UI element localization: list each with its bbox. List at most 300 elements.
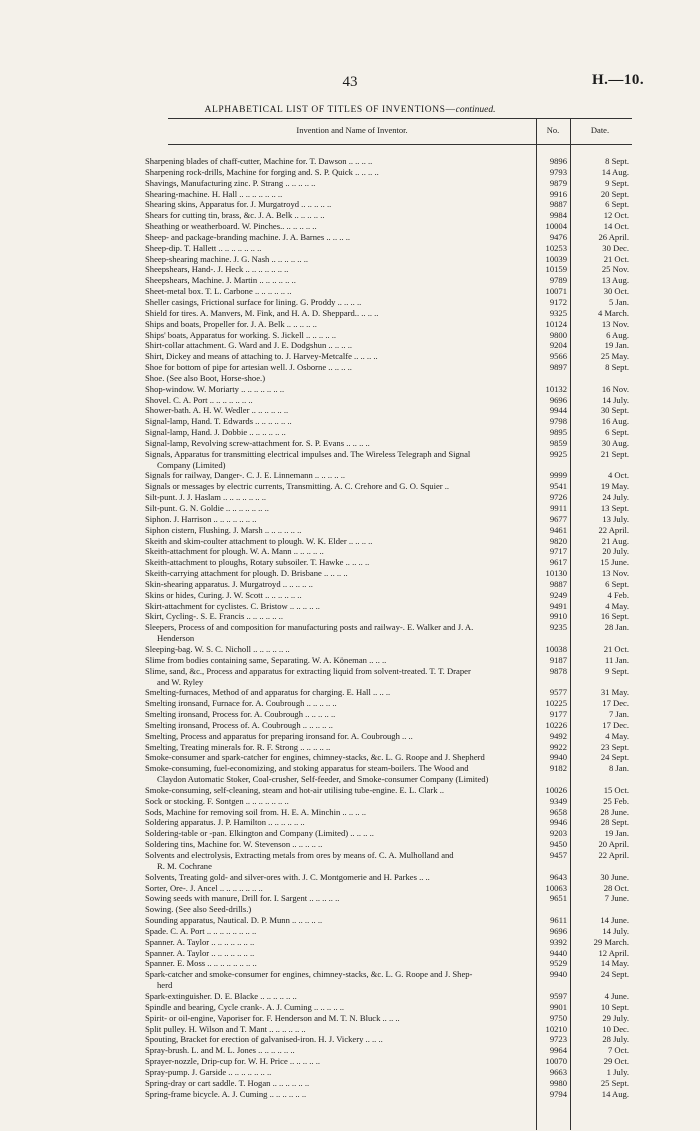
invention-date: 7 June.: [604, 893, 629, 904]
invention-title: Smelting ironsand, Process for. A. Coubrough .. .. .. .. ..: [145, 709, 336, 720]
invention-number: 9922: [549, 741, 567, 752]
table-row: [145, 221, 635, 232]
table-row: [145, 622, 635, 633]
invention-title: Sheep-shearing machine. J. G. Nash .. .. .. .. .. ..: [145, 253, 309, 264]
invention-date: 13 Sept.: [600, 503, 629, 513]
table-row: [145, 330, 635, 341]
table-row: [145, 807, 635, 818]
invention-date: 8 Sept.: [605, 362, 629, 373]
invention-title: Signal-lamp, Hand. J. Dobbie .. .. .. .. .. ..: [145, 427, 286, 438]
invention-number: 9249: [549, 589, 567, 600]
invention-date: 28 Sept.: [600, 817, 629, 828]
invention-number: 9476: [549, 231, 567, 242]
invention-title: Sheep-dip. T. Hallett .. .. .. .. .. .. ..: [145, 242, 262, 253]
invention-title: Smelting-furnaces, Method of and apparatus for charging. E. Hall .. .. ..: [145, 687, 391, 698]
invention-date: 31 May.: [600, 687, 629, 698]
invention-title: Spring-frame bicycle. A. J. Cuming .. .. .. .. .. ..: [145, 1088, 307, 1099]
invention-number: 9859: [549, 437, 567, 448]
table-row: [145, 243, 635, 254]
invention-title: Solvents and electrolysis, Extracting metals from ores by means of. C. A. Mulholland and: [145, 850, 454, 860]
invention-number: 9940: [549, 969, 567, 980]
invention-date: 10 Dec.: [602, 1023, 629, 1034]
table-row: [145, 731, 635, 742]
invention-title: R. M. Cochrane: [157, 860, 212, 871]
invention-date: 14 July.: [602, 394, 629, 405]
invention-title: Spanner. A. Taylor .. .. .. .. .. .. ..: [145, 936, 255, 947]
table-row: [145, 1002, 635, 1013]
invention-date: 4 Oct.: [607, 470, 629, 481]
table-row: [145, 720, 635, 731]
invention-title: Skeith and skim-coulter attachment to plough. W. K. Elder .. .. .. ..: [145, 535, 373, 546]
invention-date: 19 May.: [600, 481, 629, 492]
invention-date: 30 Oct.: [603, 286, 629, 297]
invention-number: 9597: [549, 990, 567, 1001]
invention-number: 9696: [549, 925, 567, 936]
invention-number: 9999: [549, 470, 567, 481]
table-row: [145, 601, 635, 612]
table-row: [145, 319, 635, 330]
invention-number: 10225: [545, 698, 567, 709]
invention-number: 9789: [549, 275, 567, 286]
invention-date: 13 July.: [602, 513, 629, 524]
invention-title: Sheepshears, Hand-. J. Heck .. .. .. .. .. .. ..: [145, 264, 289, 275]
invention-date: 28 Jan.: [604, 622, 629, 633]
invention-title: Sheller casings, Frictional surface for lining. G. Proddy .. .. .. ..: [145, 296, 362, 307]
table-row: [145, 796, 635, 807]
invention-date: 30 Dec.: [602, 242, 629, 253]
table-row: [145, 817, 635, 828]
invention-title: Spirit- or oil-engine, Vaporiser for. F. Henderson and M. T. N. Bluck .. .. ..: [145, 1012, 400, 1023]
list-title: [0, 105, 700, 115]
inventions-table: [145, 118, 644, 1130]
invention-title: Sprayer-nozzle, Drip-cup for. W. H. Price .. .. .. .. ..: [145, 1056, 320, 1067]
invention-date: 25 Feb.: [603, 795, 629, 806]
invention-title: Shearing-machine. H. Hall .. .. .. .. .. .. ..: [145, 188, 283, 199]
invention-date: 6 Sept.: [605, 199, 629, 210]
invention-number: 9677: [549, 513, 567, 524]
invention-number: 10039: [545, 253, 567, 264]
invention-date: 7 Jan.: [608, 709, 629, 720]
invention-number: 9887: [549, 199, 567, 210]
invention-date: 26 April.: [598, 231, 629, 242]
invention-title: Spindle and bearing, Cycle crank-. A. J. Cuming .. .. .. .. ..: [145, 1001, 345, 1012]
table-row: [145, 633, 635, 644]
column-header-date: Date.: [590, 125, 610, 135]
invention-title: Spark-extinguisher. D. E. Blacke .. .. .. .. .. ..: [145, 990, 297, 1001]
invention-number: 10210: [545, 1023, 567, 1034]
invention-title: Ships and boats, Propeller for. J. A. Belk .. .. .. .. ..: [145, 318, 317, 329]
invention-number: 9901: [549, 1001, 567, 1012]
table-row: [145, 1078, 635, 1089]
table-row: [145, 340, 635, 351]
invention-date: 14 May.: [600, 958, 629, 969]
invention-number: 9349: [549, 795, 567, 806]
invention-title: Silt-punt. G. N. Goldie .. .. .. .. .. .. ..: [145, 503, 269, 513]
invention-date: 24 Sept.: [600, 752, 629, 763]
invention-title: Spray-brush. L. and M. L. Jones .. .. .. .. .. ..: [145, 1045, 295, 1056]
table-row: [145, 1034, 635, 1045]
invention-title: Spanner. E. Moss .. .. .. .. .. .. .. ..: [145, 958, 257, 969]
table-row: [145, 210, 635, 221]
invention-number: 10253: [545, 242, 567, 253]
invention-date: 13 Nov.: [601, 318, 629, 329]
invention-title: Skins or hides, Curing. J. W. Scott .. .. .. .. .. ..: [145, 589, 302, 600]
invention-number: 9910: [549, 611, 567, 622]
table-row: [145, 362, 635, 373]
invention-title: Solvents, Treating gold- and silver-ores with. J. C. Montgomerie and H. Parkes .. ..: [145, 871, 430, 882]
invention-number: 9203: [549, 828, 567, 839]
invention-number: 9887: [549, 578, 567, 589]
invention-title: Skirt, Cycling-. S. E. Francis .. .. .. .. .. ..: [145, 611, 283, 622]
table-row: [145, 742, 635, 753]
invention-number: 9897: [549, 362, 567, 373]
invention-title: Shearing skins, Apparatus for. J. Murgatroyd .. .. .. .. ..: [145, 199, 332, 210]
invention-title: Signals for railway, Danger-. C. J. E. Linnemann .. .. .. .. ..: [145, 470, 345, 481]
invention-date: 21 Oct.: [603, 253, 629, 264]
invention-title: Smoke-consumer and spark-catcher for engines, chimney-stacks, &c. L. G. Roope and J. Shepherd: [145, 752, 485, 763]
invention-date: 13 Nov.: [601, 568, 629, 579]
invention-date: 30 June.: [600, 871, 629, 882]
invention-title: Soldering-table or -pan. Elkington and Company (Limited) .. .. .. ..: [145, 828, 374, 839]
list-title-main: ALPHABETICAL LIST OF TITLES OF INVENTIONS—: [204, 105, 456, 115]
invention-date: 10 Sept.: [600, 1001, 629, 1012]
invention-title: Skeith-carrying attachment for plough. D. Brisbane .. .. .. ..: [145, 568, 348, 579]
table-row: [145, 991, 635, 1002]
invention-title: Sleeping-bag. W. S. C. Nicholl .. .. .. .. .. ..: [145, 643, 290, 654]
table-row: [145, 232, 635, 243]
invention-date: 13 Aug.: [601, 275, 629, 286]
table-row: [145, 883, 635, 894]
invention-date: 15 June.: [600, 557, 629, 568]
invention-date: 4 March.: [597, 307, 629, 318]
table-row: [145, 579, 635, 590]
invention-title: Slime from bodies containing same, Separating. W. A. Köneman .. .. ..: [145, 654, 387, 665]
invention-title: Skirt-attachment for cyclistes. C. Bristow .. .. .. .. ..: [145, 600, 320, 611]
invention-date: 16 Sept.: [600, 611, 629, 622]
invention-number: 9696: [549, 394, 567, 405]
invention-date: 5 Jan.: [608, 296, 629, 307]
invention-number: 9925: [549, 448, 567, 459]
table-row: [145, 926, 635, 937]
invention-title: Spouting, Bracket for erection of galvanised-iron. H. J. Vickery .. .. ..: [145, 1034, 383, 1045]
invention-date: 30 Sept.: [600, 405, 629, 416]
invention-date: 20 July.: [602, 546, 629, 557]
invention-title: Siphon cistern, Flushing. J. Marsh .. .. .. .. .. ..: [145, 524, 302, 535]
table-row: [145, 1045, 635, 1056]
invention-date: 9 Sept.: [605, 665, 629, 676]
table-row: [145, 525, 635, 536]
table-row: [145, 178, 635, 189]
invention-number: 9750: [549, 1012, 567, 1023]
invention-title: Spray-pump. J. Garside .. .. .. .. .. .. ..: [145, 1066, 272, 1077]
invention-title: Shears for cutting tin, brass, &c. J. A. Belk .. .. .. .. ..: [145, 210, 325, 221]
invention-date: 16 Aug.: [601, 416, 629, 427]
table-row: [145, 644, 635, 655]
table-row: [145, 1024, 635, 1035]
table-row: [145, 709, 635, 720]
invention-number: 10130: [545, 568, 567, 579]
invention-number: 9643: [549, 871, 567, 882]
table-row: [145, 828, 635, 839]
document-reference: H.—10.: [592, 72, 645, 88]
invention-date: 29 March.: [593, 936, 629, 947]
invention-number: 9946: [549, 817, 567, 828]
table-row: [145, 351, 635, 362]
invention-date: 9 Sept.: [605, 177, 629, 188]
table-row: [145, 481, 635, 492]
invention-number: 9651: [549, 893, 567, 904]
invention-number: 9658: [549, 806, 567, 817]
invention-title: Sheep- and package-branding machine. J. A. Barnes .. .. .. ..: [145, 231, 350, 242]
invention-date: 14 June.: [600, 915, 629, 926]
invention-date: 29 July.: [602, 1012, 629, 1023]
invention-date: 28 July.: [602, 1034, 629, 1045]
invention-date: 11 Jan.: [604, 654, 629, 665]
invention-date: 24 July.: [602, 492, 629, 503]
invention-date: 12 April.: [598, 947, 629, 958]
invention-date: 6 Sept.: [605, 427, 629, 438]
invention-title: Shirt-collar attachment. G. Ward and J. E. Dodgshun .. .. .. ..: [145, 340, 353, 351]
invention-number: 9800: [549, 329, 567, 340]
invention-date: 20 April.: [598, 839, 629, 850]
invention-title: Ships' boats, Apparatus for working. S. Jickell .. .. .. .. ..: [145, 329, 337, 340]
invention-date: 14 Aug.: [601, 1088, 629, 1099]
invention-number: 9611: [550, 915, 567, 926]
table-row: [145, 666, 635, 677]
invention-date: 14 July.: [602, 925, 629, 936]
invention-title: Sheathing or weatherboard. W. Pinches.. .. .. .. .. ..: [145, 221, 317, 232]
invention-title: Sheepshears, Machine. J. Martin .. .. .. .. .. ..: [145, 275, 296, 286]
invention-title: Shoe for bottom of pipe for artesian well. J. Osborne .. .. .. ..: [145, 362, 352, 373]
invention-number: 9984: [549, 210, 567, 221]
invention-title: Sharpening rock-drills, Machine for forging and. S. P. Quick .. .. .. ..: [145, 166, 379, 177]
invention-number: 9663: [549, 1066, 567, 1077]
invention-number: 9717: [549, 546, 567, 557]
invention-title: Smoke-consuming, fuel-economizing, and stoking apparatus for steam-boilers. The Wood and: [145, 763, 469, 774]
invention-date: 8 Jan.: [608, 763, 629, 774]
invention-date: 25 Sept.: [600, 1077, 629, 1088]
invention-title: Shield for tires. A. Manvers, M. Fink, and H. A. D. Sheppard.. .. .. ..: [145, 307, 379, 318]
invention-number: 10132: [545, 383, 567, 394]
invention-number: 10038: [545, 643, 567, 654]
invention-number: 9491: [549, 600, 567, 611]
table-row: [145, 850, 635, 861]
invention-title: Spark-catcher and smoke-consumer for engines, chimney-stacks, &c. L. G. Roope and J. Shep-: [145, 969, 473, 980]
invention-title: Claydon Automatic Stoker, Coal-crusher, Self-feeder, and Smoke-consumer Company (Limited): [157, 774, 489, 785]
invention-title: herd: [157, 980, 173, 991]
table-row: [145, 980, 635, 991]
invention-title: Spring-dray or cart saddle. T. Hogan .. .. .. .. .. ..: [145, 1077, 310, 1088]
invention-title: Shop-window. W. Moriarty .. .. .. .. .. .. ..: [145, 383, 285, 394]
invention-date: 30 Aug.: [601, 437, 629, 448]
invention-number: 9980: [549, 1077, 567, 1088]
invention-date: 15 Oct.: [603, 784, 629, 795]
table-row: [145, 449, 635, 460]
invention-number: 9177: [549, 709, 567, 720]
invention-title: Sharpening blades of chaff-cutter, Machine for. T. Dawson .. .. .. ..: [145, 156, 373, 166]
table-row: [145, 893, 635, 904]
table-row: [145, 677, 635, 688]
table-row: [145, 416, 635, 427]
invention-number: 9577: [549, 687, 567, 698]
invention-date: 6 Sept.: [605, 578, 629, 589]
invention-date: 17 Dec.: [602, 719, 629, 730]
table-row: [145, 948, 635, 959]
table-row: [145, 872, 635, 883]
column-header-no: No.: [546, 125, 560, 135]
invention-title: Sock or stocking. F. Sontgen .. .. .. .. .. .. ..: [145, 795, 289, 806]
table-row: [145, 590, 635, 601]
invention-title: Smelting ironsand, Furnace for. A. Coubrough .. .. .. .. ..: [145, 698, 337, 709]
invention-date: 4 May.: [605, 600, 629, 611]
invention-date: 1 July.: [606, 1066, 629, 1077]
invention-number: 9492: [549, 730, 567, 741]
invention-date: 16 Nov.: [601, 383, 629, 394]
invention-title: Skeith-attachment for plough. W. A. Mann .. .. .. .. ..: [145, 546, 324, 557]
column-header-invention: Invention and Name of Inventor.: [296, 125, 408, 135]
invention-number: 9392: [549, 936, 567, 947]
invention-title: and W. Ryley: [157, 676, 204, 687]
table-row: [145, 969, 635, 980]
table-row: [145, 427, 635, 438]
invention-title: Slime, sand, &c., Process and apparatus for extracting liquid from solvent-treated. T. T. Draper: [145, 665, 471, 676]
invention-date: 21 Oct.: [603, 643, 629, 654]
invention-number: 9879: [549, 177, 567, 188]
table-row: [145, 199, 635, 210]
invention-title: Silt-punt. J. J. Haslam .. .. .. .. .. .. ..: [145, 492, 267, 503]
invention-number: 9182: [549, 763, 567, 774]
invention-number: 9541: [549, 481, 567, 492]
invention-date: 12 Oct.: [603, 210, 629, 221]
page-number: 43: [342, 74, 358, 90]
table-row: [145, 156, 635, 167]
invention-number: 9820: [549, 535, 567, 546]
table-row: [145, 189, 635, 200]
invention-title: Sowing seeds with manure, Drill for. I. Sargent .. .. .. .. ..: [145, 893, 340, 904]
invention-title: Sods, Machine for removing soil from. H. E. A. Minchin .. .. .. ..: [145, 806, 367, 817]
invention-title: Signals or messages by electric currents, Transmitting. A. C. Crehore and G. O. Squier ..: [145, 481, 450, 492]
invention-number: 9878: [549, 665, 567, 676]
table-row: [145, 167, 635, 178]
invention-number: 9794: [549, 1088, 567, 1099]
invention-number: 9723: [549, 1034, 567, 1045]
invention-date: 22 April.: [598, 524, 629, 535]
invention-number: 10004: [545, 221, 567, 232]
invention-number: 9440: [549, 947, 567, 958]
invention-date: 24 Sept.: [600, 969, 629, 980]
invention-number: 9235: [549, 622, 567, 633]
invention-date: 14 Oct.: [603, 221, 629, 232]
table-row: [145, 861, 635, 872]
invention-date: 29 Oct.: [603, 1056, 629, 1067]
invention-number: 9529: [549, 958, 567, 969]
table-row: [145, 915, 635, 926]
invention-date: 6 Aug.: [606, 329, 629, 340]
table-row: [145, 395, 635, 406]
invention-number: 9172: [549, 296, 567, 307]
invention-number: 10226: [545, 719, 567, 730]
table-row: [145, 1089, 635, 1100]
table-row: [145, 1013, 635, 1024]
invention-number: 9793: [549, 166, 567, 177]
table-row: [145, 839, 635, 850]
invention-number: 10026: [545, 784, 567, 795]
invention-date: 7 Oct.: [607, 1045, 629, 1056]
invention-title: Company (Limited): [157, 459, 226, 470]
invention-title: Soldering apparatus. J. P. Hamilton .. .. .. .. .. ..: [145, 817, 305, 828]
invention-title: Soldering tins, Machine for. W. Stevenson .. .. .. .. ..: [145, 839, 323, 850]
table-row: [145, 286, 635, 297]
table-row: [145, 687, 635, 698]
invention-number: 9187: [549, 654, 567, 665]
invention-date: 19 Jan.: [604, 828, 629, 839]
invention-title: Shovel. C. A. Port .. .. .. .. .. .. ..: [145, 394, 253, 405]
invention-date: 17 Dec.: [602, 698, 629, 709]
table-row: [145, 470, 635, 481]
invention-date: 28 June.: [600, 806, 629, 817]
invention-number: 9895: [549, 427, 567, 438]
invention-date: 21 Sept.: [600, 448, 629, 459]
table-row: [145, 492, 635, 503]
invention-title: Sheet-metal box. T. L. Carbone .. .. .. .. .. ..: [145, 286, 292, 297]
invention-title: Signals, Apparatus for transmitting electrical impulses and. The Wireless Telegraph and Signal: [145, 448, 471, 459]
invention-number: 10070: [545, 1056, 567, 1067]
invention-number: 9896: [549, 156, 567, 166]
invention-title: Smelting, Treating minerals for. R. F. Strong .. .. .. .. ..: [145, 741, 331, 752]
table-row: [145, 503, 635, 514]
table-row: [145, 698, 635, 709]
invention-title: Skeith-attachment to ploughs, Rotary subsoiler. T. Hawke .. .. .. ..: [145, 557, 370, 568]
invention-date: 19 Jan.: [604, 340, 629, 351]
invention-title: Signal-lamp, Revolving screw-attachment for. S. P. Evans .. .. .. ..: [145, 437, 370, 448]
table-row: [145, 611, 635, 622]
table-row: [145, 557, 635, 568]
invention-number: 10159: [545, 264, 567, 275]
invention-date: 8 Sept.: [605, 156, 629, 166]
table-row: [145, 460, 635, 471]
table-header-rule: [168, 144, 632, 145]
invention-date: 14 Aug.: [601, 166, 629, 177]
invention-number: 9798: [549, 416, 567, 427]
invention-number: 9944: [549, 405, 567, 416]
list-title-suffix: continued.: [455, 105, 496, 115]
table-row: [145, 1067, 635, 1078]
invention-number: 9726: [549, 492, 567, 503]
table-row: [145, 958, 635, 969]
table-header: [168, 118, 644, 144]
invention-date: 25 Nov.: [601, 264, 629, 275]
invention-title: Smelting ironsand, Process of. A. Coubrough .. .. .. .. ..: [145, 719, 333, 730]
invention-number: 9450: [549, 839, 567, 850]
invention-number: 9940: [549, 752, 567, 763]
invention-number: 10071: [545, 286, 567, 297]
invention-title: Shavings, Manufacturing zinc. P. Strang .. .. .. .. ..: [145, 177, 316, 188]
invention-title: Sleepers, Process of and composition for manufacturing posts and railway-. E. Walker and J. A.: [145, 622, 474, 633]
invention-title: Siphon. J. Harrison .. .. .. .. .. .. ..: [145, 513, 257, 524]
invention-date: 4 June.: [604, 990, 629, 1001]
invention-number: 9457: [549, 850, 567, 860]
table-row: [145, 405, 635, 416]
invention-date: 4 Feb.: [607, 589, 629, 600]
invention-date: 28 Oct.: [603, 882, 629, 893]
table-row: [145, 297, 635, 308]
table-row: [145, 384, 635, 395]
invention-number: 9916: [549, 188, 567, 199]
invention-number: 10124: [545, 318, 567, 329]
invention-title: Spanner. A. Taylor .. .. .. .. .. .. ..: [145, 947, 255, 958]
invention-date: 22 April.: [598, 850, 629, 860]
table-row: [145, 438, 635, 449]
